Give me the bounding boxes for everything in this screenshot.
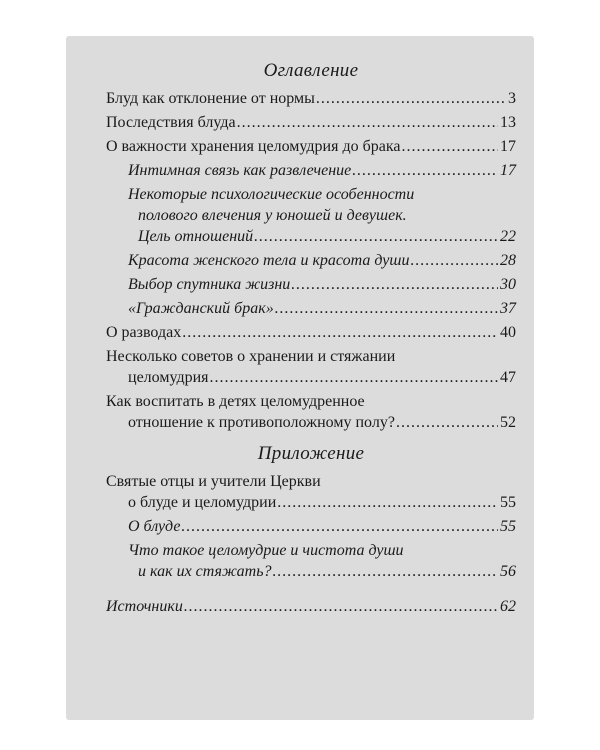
toc-entry[interactable]	[106, 112, 516, 133]
toc-entry[interactable]	[106, 136, 516, 157]
dot-leader	[272, 561, 498, 582]
toc-subentry[interactable]	[106, 516, 516, 537]
toc-page-number: 47	[500, 369, 516, 386]
toc-page-number: 28	[500, 252, 516, 269]
toc-subentry[interactable]	[106, 298, 516, 319]
dot-leader	[396, 412, 498, 433]
toc-entry[interactable]	[106, 471, 516, 513]
toc-entry-label: Выбор спутника жизни	[128, 276, 291, 293]
toc-entry-label: О важности хранения целомудрия до брака	[106, 138, 401, 155]
toc-entry-line: полового влечения у юношей и девушек.	[138, 207, 407, 224]
toc-entry-label: О разводах	[106, 324, 182, 341]
dot-leader	[237, 112, 498, 133]
toc-entry-label: Источники	[106, 598, 183, 615]
toc-page-number: 55	[500, 494, 516, 511]
toc-page-number: 22	[500, 228, 516, 245]
toc-entry-label: отношение к противоположному полу?	[128, 414, 395, 431]
toc-entry-label: о блуде и целомудрии	[128, 494, 277, 511]
toc-entry-label: целомудрия	[128, 369, 209, 386]
toc-subentry[interactable]	[106, 540, 516, 582]
toc-subentry[interactable]	[106, 160, 516, 181]
toc-entry-label: Интимная связь как развлечение	[128, 162, 352, 179]
toc-subentry[interactable]	[106, 250, 516, 271]
toc-entry-line: Святые отцы и учители Церкви	[106, 473, 321, 490]
toc-page-number: 37	[500, 300, 516, 317]
toc-page-number: 62	[500, 598, 516, 615]
toc-entry-line: Некоторые психологические особенности	[128, 186, 415, 203]
toc-page-number: 3	[508, 90, 516, 107]
appendix-title: Приложение	[257, 443, 365, 464]
toc-entry-label: Блуд как отклонение от нормы	[106, 90, 315, 107]
toc-entry-label: Цель отношений	[138, 228, 254, 245]
table-of-contents	[106, 58, 516, 620]
toc-subentry[interactable]	[106, 274, 516, 295]
toc-entry-label: Красота женского тела и красота души	[128, 252, 410, 269]
toc-entry[interactable]	[106, 88, 516, 109]
toc-page-number: 52	[500, 414, 516, 431]
dot-leader	[291, 274, 498, 295]
dot-leader	[401, 136, 498, 157]
toc-entry[interactable]	[106, 391, 516, 433]
toc-title: Оглавление	[263, 60, 359, 81]
toc-page-number: 17	[500, 138, 516, 155]
toc-entry-label: О блуде	[128, 518, 181, 535]
toc-subentry[interactable]	[106, 184, 516, 247]
toc-page-number: 56	[500, 563, 516, 580]
dot-leader	[277, 492, 498, 513]
toc-page-number: 13	[500, 114, 516, 131]
dot-leader	[184, 596, 498, 617]
toc-page-number: 40	[500, 324, 516, 341]
toc-entry-label: и как их стяжать?	[138, 563, 272, 580]
toc-page-number: 55	[500, 518, 516, 535]
dot-leader	[182, 322, 498, 343]
toc-entry-line: Как воспитать в детях целомудренное	[106, 393, 365, 410]
dot-leader	[181, 516, 498, 537]
toc-entry[interactable]	[106, 346, 516, 388]
toc-entry-label: «Гражданский брак»	[128, 300, 274, 317]
dot-leader	[254, 226, 498, 247]
toc-entry-line: Что такое целомудрие и чистота души	[128, 542, 404, 559]
toc-entry-sources[interactable]	[106, 596, 516, 617]
dot-leader	[210, 367, 498, 388]
toc-entry-line: Несколько советов о хранении и стяжании	[106, 348, 396, 365]
toc-entry-label: Последствия блуда	[106, 114, 236, 131]
dot-leader	[352, 160, 498, 181]
dot-leader	[275, 298, 498, 319]
toc-entry[interactable]	[106, 322, 516, 343]
book-page	[66, 36, 534, 720]
toc-page-number: 17	[500, 162, 516, 179]
dot-leader	[410, 250, 498, 271]
toc-page-number: 30	[500, 276, 516, 293]
dot-leader	[316, 88, 506, 109]
